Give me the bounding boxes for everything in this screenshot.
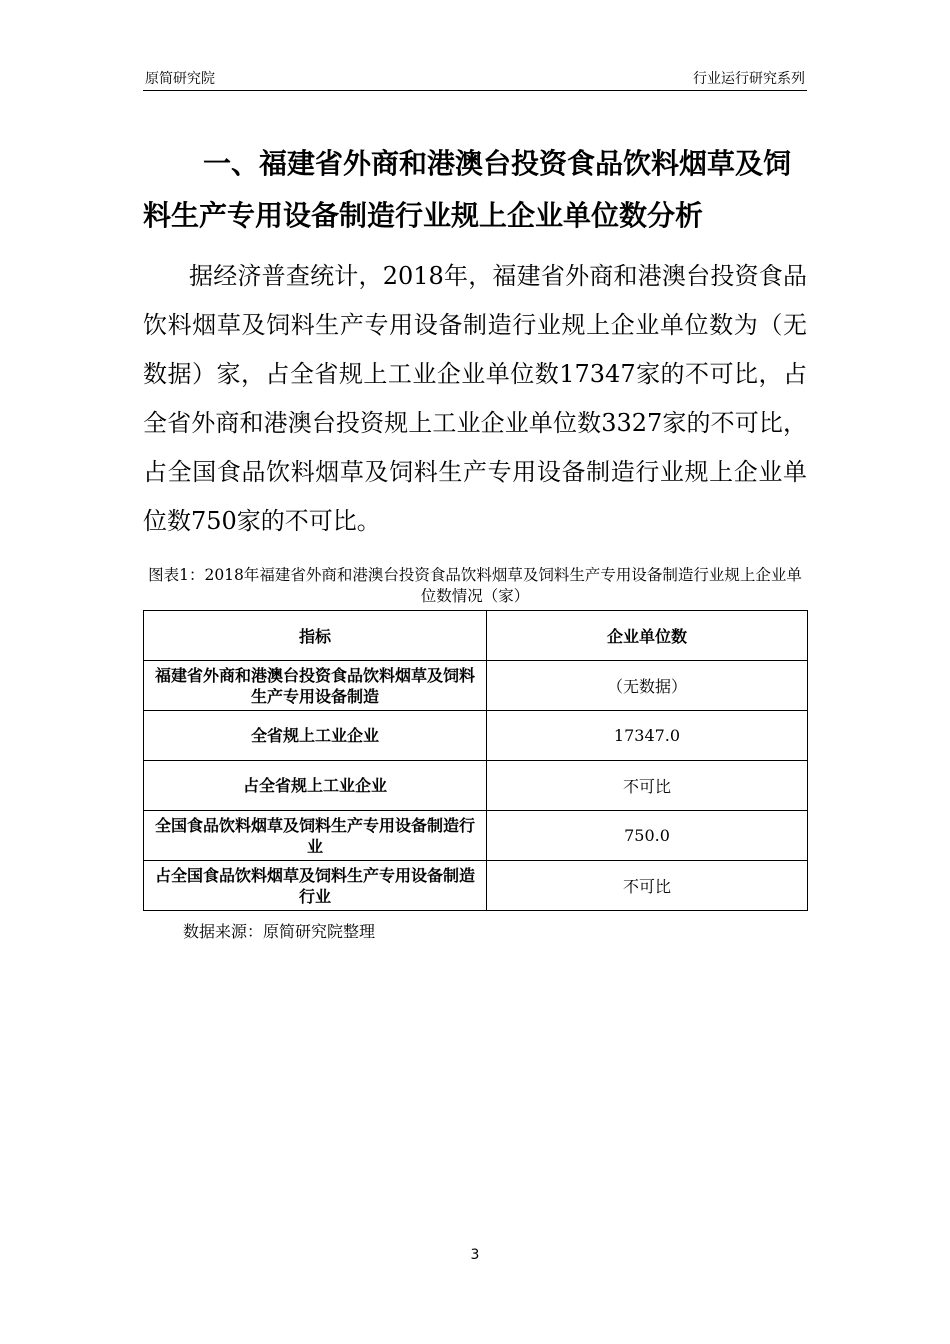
row-value: 750.0	[487, 811, 808, 861]
row-value: 不可比	[487, 861, 808, 911]
table-row	[144, 811, 808, 861]
table-row	[144, 661, 808, 711]
section-heading: 一、福建省外商和港澳台投资食品饮料烟草及饲料生产专用设备制造行业规上企业单位数分析	[143, 147, 792, 232]
row-value: 不可比	[487, 761, 808, 811]
header-org-name: 原简研究院	[145, 71, 215, 87]
table-caption: 图表1：2018年福建省外商和港澳台投资食品饮料烟草及饲料生产专用设备制造行业规上企业单位数情况（家）	[148, 566, 802, 605]
row-label: 占全国食品饮料烟草及饲料生产专用设备制造行业	[144, 861, 487, 911]
table-header-row	[144, 611, 808, 661]
column-header-indicator: 指标	[144, 611, 487, 661]
row-label: 全省规上工业企业	[144, 711, 487, 761]
page-number: 3	[470, 1247, 480, 1263]
row-label: 福建省外商和港澳台投资食品饮料烟草及饲料生产专用设备制造	[144, 661, 487, 711]
row-label: 全国食品饮料烟草及饲料生产专用设备制造行业	[144, 811, 487, 861]
header-divider	[143, 90, 807, 91]
table-row	[144, 861, 808, 911]
table-row	[144, 761, 808, 811]
header-series-name: 行业运行研究系列	[693, 71, 805, 87]
row-value: （无数据）	[487, 661, 808, 711]
row-label: 占全省规上工业企业	[144, 761, 487, 811]
column-header-count: 企业单位数	[487, 611, 808, 661]
section-paragraph: 据经济普查统计，2018年，福建省外商和港澳台投资食品饮料烟草及饲料生产专用设备制造行业规上企业单位数为（无数据）家，占全省规上工业企业单位数17347家的不可比，占全省外商和港澳台投资规上工业企业单位数3327家的不可比，占全国食品饮料烟草及饲料生产专用设备制造行业规上企业单位数750家的不可比。	[143, 262, 807, 535]
data-source-note: 数据来源：原简研究院整理	[183, 922, 376, 941]
table-row	[144, 711, 808, 761]
row-value: 17347.0	[487, 711, 808, 761]
data-table	[143, 610, 808, 911]
